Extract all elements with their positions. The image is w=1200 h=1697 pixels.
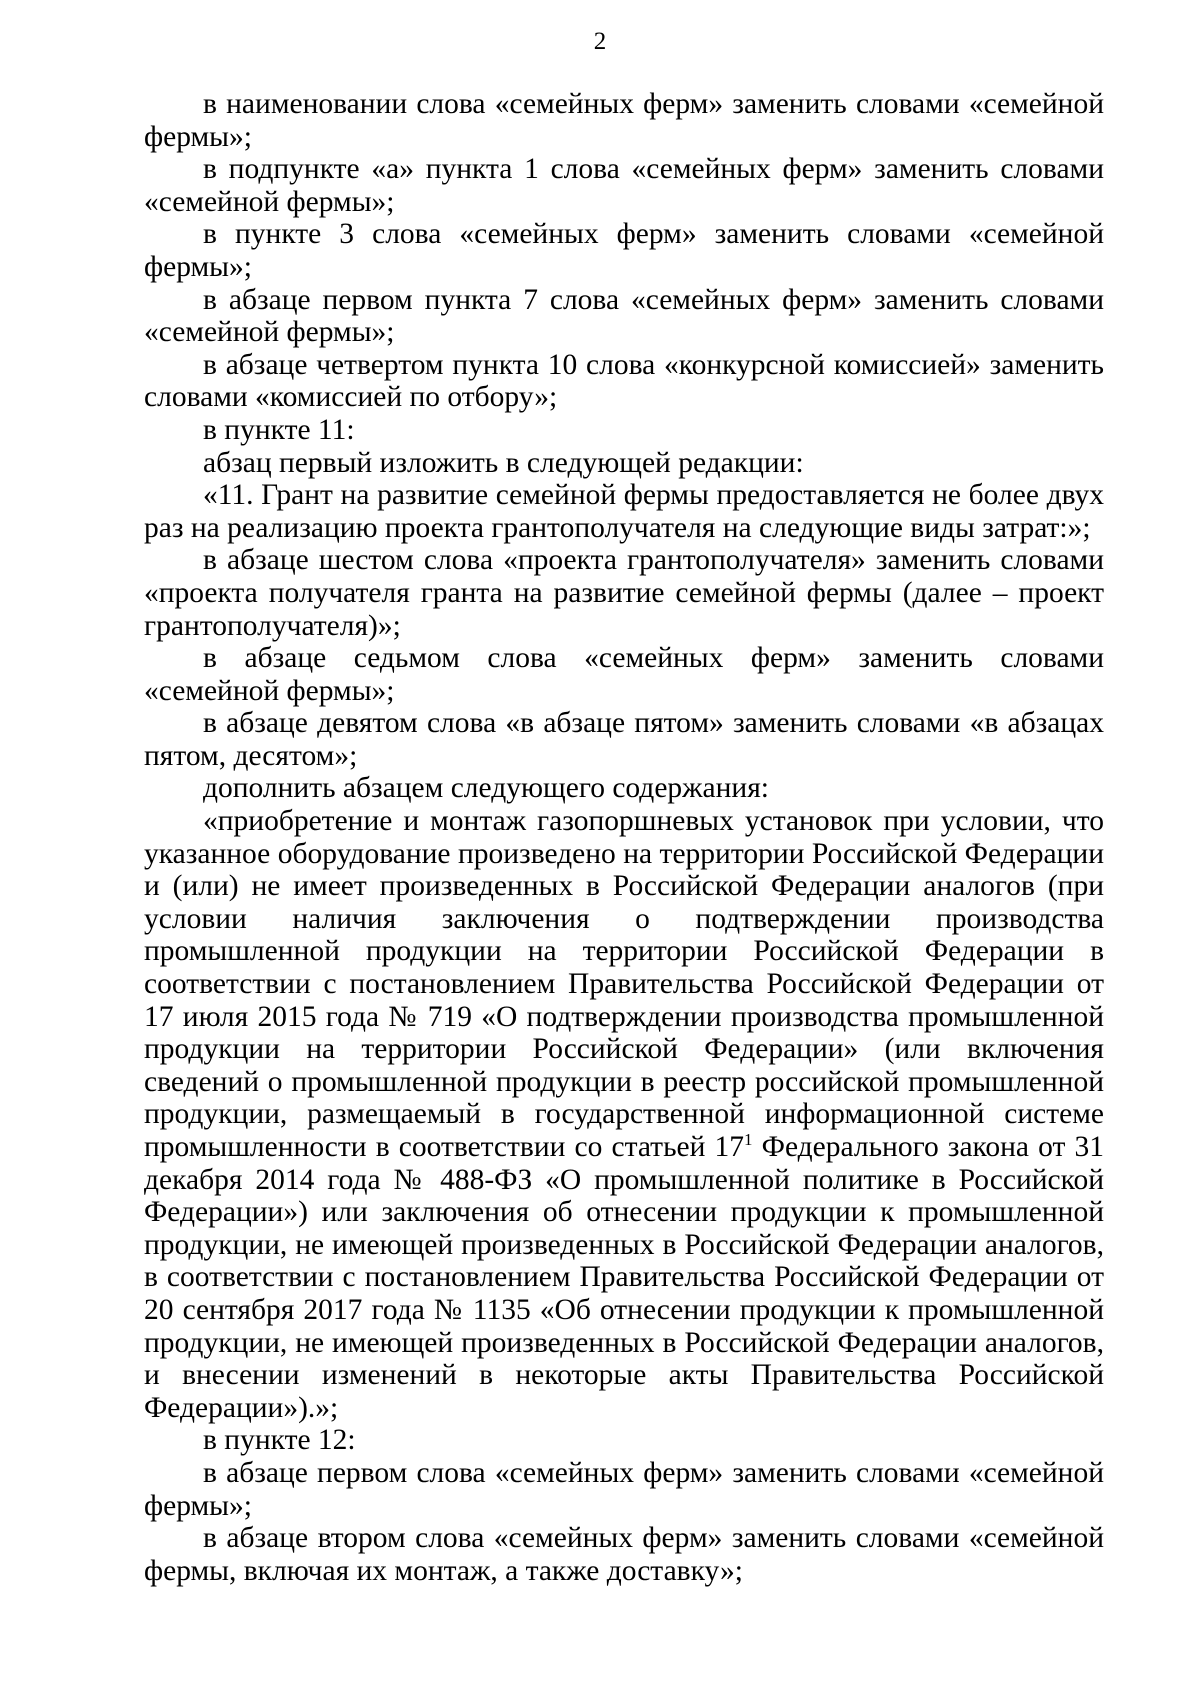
paragraph: в абзаце первом пункта 7 слова «семейных ферм» заменить словами «семейной фермы»; xyxy=(144,283,1104,349)
paragraph: в пункте 3 слова «семейных ферм» заменить словами «семейной фермы»; xyxy=(144,218,1104,283)
paragraph: в абзаце первом слова «семейных ферм» заменить словами «семейной фермы»; xyxy=(144,1456,1104,1522)
paragraph: абзац первый изложить в следующей редакции: xyxy=(203,446,804,479)
document-body xyxy=(144,88,1104,1587)
amendment-text-part1: «приобретение и монтаж газопоршневых установок при условии, что указанное оборудование произведено на территории Российской Федерации и (или) не имеет произведенных в Российской Федерации аналогов (при условии наличия заключения о подтверждении производства промышленной продукции на территории Российской Федерации в соответствии с постановлением Правительства Российской Федерации от 17 июля 2015 года № 719 «О подтверждении производства промышленной продукции на территории Российской Федерации» (или включения сведений о промышленной продукции в реестр российской промышленной продукции, размещаемый в государственной информационной системе промышленности в соответствии со статьей 17 xyxy=(144,805,1104,1163)
superscript-mark: 1 xyxy=(744,1130,753,1150)
paragraph: в пункте 11: xyxy=(203,413,355,446)
paragraph: дополнить абзацем следующего содержания: xyxy=(203,772,769,805)
paragraph: в абзаце шестом слова «проекта грантополучателя» заменить словами «проекта получателя гранта на развитие семейной фермы (далее – проект грантополучателя)»; xyxy=(144,544,1104,642)
paragraph: в пункте 12: xyxy=(203,1424,356,1457)
amendment-text-part2: Федерального закона от 31 декабря 2014 года № 488-ФЗ «О промышленной политике в Российской Федерации») или заключения об отнесении продукции к промышленной продукции, не имеющей произведенных в Российской Федерации аналогов, в соответствии с постановлением Правительства Российской Федерации от 20 сентября 2017 года № 1135 «Об отнесении продукции к промышленной продукции, не имеющей произведенных в Российской Федерации аналогов, и внесении изменений в некоторые акты Правительства Российской Федерации»).»; xyxy=(144,1131,1105,1424)
quoted-amendment-paragraph xyxy=(144,805,1104,1424)
paragraph: в абзаце девятом слова «в абзаце пятом» заменить словами «в абзацах пятом, десятом»; xyxy=(144,707,1104,772)
paragraph: «11. Грант на развитие семейной фермы предоставляется не более двух раз на реализацию проекта грантополучателя на следующие виды затрат:»; xyxy=(144,479,1104,544)
paragraph: в абзаце четвертом пункта 10 слова «конкурсной комиссией» заменить словами «комиссией по отбору»; xyxy=(144,348,1104,414)
paragraph: в абзаце втором слова «семейных ферм» заменить словами «семейной фермы, включая их монтаж, а также доставку»; xyxy=(144,1522,1104,1587)
paragraph: в наименовании слова «семейных ферм» заменить словами «семейной фермы»; xyxy=(144,88,1104,153)
paragraph: в абзаце седьмом слова «семейных ферм» заменить словами «семейной фермы»; xyxy=(144,642,1104,707)
page-number: 2 xyxy=(593,28,607,55)
paragraph: в подпункте «а» пункта 1 слова «семейных ферм» заменить словами «семейной фермы»; xyxy=(144,153,1104,218)
